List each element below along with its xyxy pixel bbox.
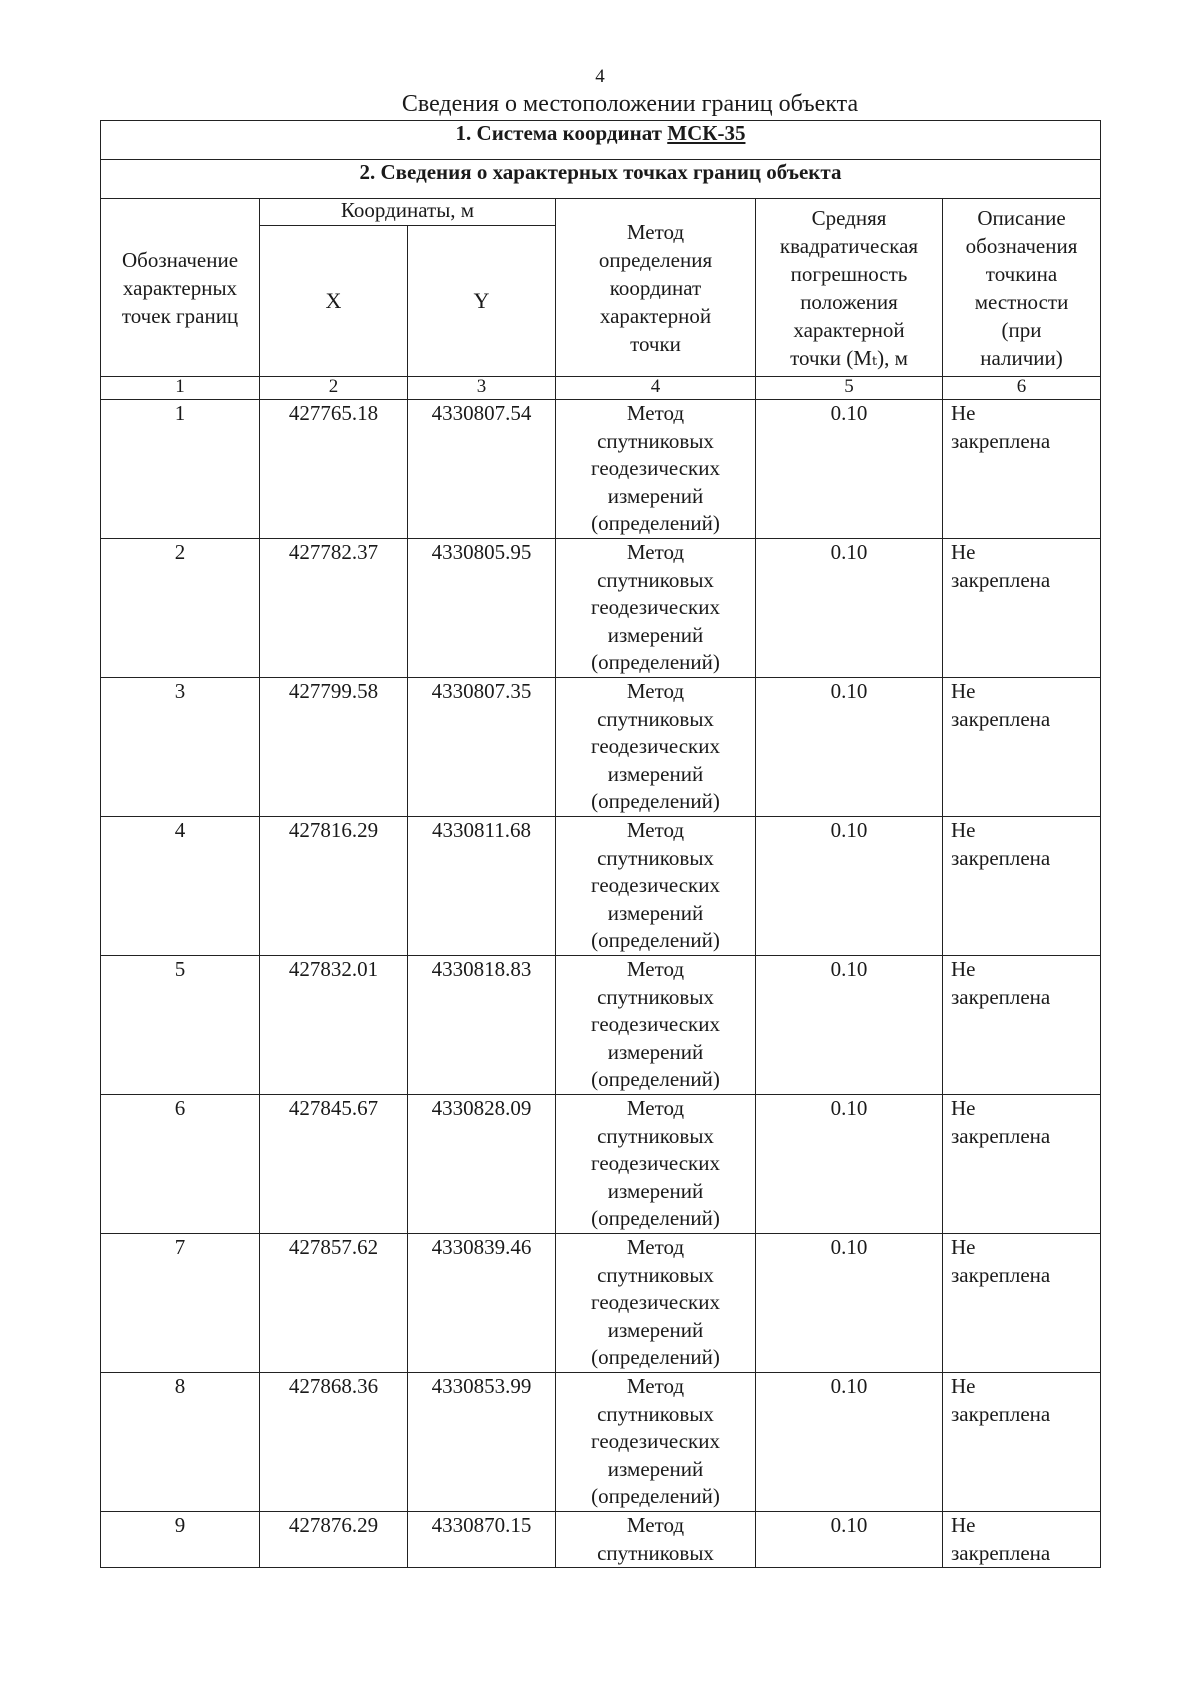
header-text-line: координат	[609, 275, 702, 300]
description-text-line: закреплена	[951, 845, 1051, 870]
description-text-line: закреплена	[951, 1123, 1051, 1148]
page-number: 4	[595, 66, 605, 87]
header-text-line: точки	[630, 331, 681, 356]
method-text-line: геодезических	[590, 1151, 720, 1175]
method-text-line: спутниковых	[597, 1401, 714, 1426]
method-text-line: Метод	[626, 1096, 685, 1120]
header-text-line: погрешность	[790, 261, 908, 286]
column-number: 1	[101, 377, 260, 400]
description-cell	[943, 1512, 1101, 1568]
header-row-1	[101, 199, 1101, 226]
description-text-line: закреплена	[951, 428, 1051, 453]
table-body	[101, 400, 1101, 1568]
description-text-line: Не	[951, 957, 976, 981]
method-text-line: измерений	[607, 483, 704, 508]
header-text-line: положения	[800, 289, 898, 314]
description-cell	[943, 1095, 1101, 1234]
y-coordinate-cell: 4330853.99	[408, 1373, 556, 1512]
description-cell	[943, 400, 1101, 539]
x-coordinate-cell: 427782.37	[260, 539, 408, 678]
method-cell	[556, 1512, 756, 1568]
coordinate-system-label: 1. Система координат	[455, 121, 668, 145]
method-text-line: Метод	[626, 679, 685, 703]
method-text-line: (определений)	[591, 1067, 720, 1091]
method-text-line: Метод	[626, 401, 685, 425]
method-text-line: спутниковых	[597, 428, 714, 453]
method-text-line: (определений)	[591, 1345, 720, 1369]
header-text-line: наличии)	[980, 345, 1063, 370]
method-cell	[556, 400, 756, 539]
header-text-line: Средняя	[811, 205, 887, 230]
method-text-line: Метод	[626, 1235, 685, 1259]
header-text-line: Обозначение	[121, 247, 239, 272]
point-number-cell: 9	[101, 1512, 260, 1568]
header-method	[556, 199, 756, 377]
method-text-line: измерений	[607, 622, 704, 647]
boundary-points-table	[100, 120, 1101, 1568]
header-text-line: обозначения	[965, 233, 1078, 258]
method-text-line: спутниковых	[597, 1262, 714, 1287]
header-text-line: Метод	[626, 219, 685, 244]
accuracy-cell: 0.10	[756, 1373, 943, 1512]
x-coordinate-cell: 427765.18	[260, 400, 408, 539]
y-coordinate-cell: 4330807.54	[408, 400, 556, 539]
column-number: 3	[408, 377, 556, 400]
method-text-line: геодезических	[590, 873, 720, 897]
header-text-line: характерной	[599, 303, 712, 328]
header-point-designation	[101, 199, 260, 377]
description-text-line: закреплена	[951, 567, 1051, 592]
accuracy-cell: 0.10	[756, 400, 943, 539]
description-text-line: закреплена	[951, 1262, 1051, 1287]
method-text-line: Метод	[626, 1374, 685, 1398]
header-description	[943, 199, 1101, 377]
method-text-line: Метод	[626, 818, 685, 842]
point-number-cell: 1	[101, 400, 260, 539]
point-number-cell: 8	[101, 1373, 260, 1512]
coordinate-system-cell	[101, 121, 1101, 160]
table-row	[101, 678, 1101, 817]
method-cell	[556, 678, 756, 817]
description-text-line: закреплена	[951, 1540, 1051, 1565]
header-text-line: местности	[974, 289, 1069, 314]
method-text-line: геодезических	[590, 1290, 720, 1314]
column-number: 6	[943, 377, 1101, 400]
header-text-line: характерной	[793, 317, 905, 342]
y-coordinate-cell: 4330807.35	[408, 678, 556, 817]
y-coordinate-cell: 4330870.15	[408, 1512, 556, 1568]
header-y: Y	[408, 226, 556, 377]
coordinate-system-name: МСК-35	[667, 121, 746, 145]
method-cell	[556, 1095, 756, 1234]
description-cell	[943, 1234, 1101, 1373]
point-number-cell: 4	[101, 817, 260, 956]
method-text-line: измерений	[607, 1456, 704, 1481]
x-coordinate-cell: 427845.67	[260, 1095, 408, 1234]
y-coordinate-cell: 4330818.83	[408, 956, 556, 1095]
accuracy-cell: 0.10	[756, 1095, 943, 1234]
method-cell	[556, 956, 756, 1095]
x-coordinate-cell: 427876.29	[260, 1512, 408, 1568]
y-coordinate-cell: 4330805.95	[408, 539, 556, 678]
points-section-row	[101, 160, 1101, 199]
description-text-line: Не	[951, 401, 976, 425]
description-text-line: Не	[951, 679, 976, 703]
header-text-line: точкина	[985, 261, 1058, 286]
point-number-cell: 7	[101, 1234, 260, 1373]
description-text-line: Не	[951, 1374, 976, 1398]
method-text-line: (определений)	[591, 1484, 720, 1508]
header-x: X	[260, 226, 408, 377]
column-number: 5	[756, 377, 943, 400]
accuracy-cell: 0.10	[756, 678, 943, 817]
method-text-line: спутниковых	[597, 1540, 714, 1565]
x-coordinate-cell: 427832.01	[260, 956, 408, 1095]
description-cell	[943, 1373, 1101, 1512]
method-text-line: измерений	[607, 900, 704, 925]
method-text-line: спутниковых	[597, 1123, 714, 1148]
method-cell	[556, 1373, 756, 1512]
y-coordinate-cell: 4330811.68	[408, 817, 556, 956]
method-text-line: геодезических	[590, 456, 720, 480]
x-coordinate-cell: 427868.36	[260, 1373, 408, 1512]
method-text-line: Метод	[626, 957, 685, 981]
header-text-line: квадратическая	[779, 233, 919, 258]
method-text-line: измерений	[607, 761, 704, 786]
description-text-line: закреплена	[951, 984, 1051, 1009]
point-number-cell: 6	[101, 1095, 260, 1234]
method-text-line: измерений	[607, 1039, 704, 1064]
description-cell	[943, 678, 1101, 817]
table-row	[101, 1373, 1101, 1512]
header-accuracy	[756, 199, 943, 377]
method-text-line: геодезических	[590, 1429, 720, 1453]
accuracy-cell: 0.10	[756, 1234, 943, 1373]
method-text-line: (определений)	[591, 928, 720, 952]
description-text-line: Не	[951, 540, 976, 564]
column-number: 2	[260, 377, 408, 400]
method-text-line: (определений)	[591, 650, 720, 674]
column-numbers-row	[101, 377, 1101, 400]
x-coordinate-cell: 427799.58	[260, 678, 408, 817]
method-text-line: Метод	[626, 540, 685, 564]
method-text-line: (определений)	[591, 1206, 720, 1230]
points-section-title: 2. Сведения о характерных точках границ объекта	[101, 160, 1101, 199]
header-text-line: точек границ	[121, 303, 239, 328]
column-number: 4	[556, 377, 756, 400]
header-text-line: Описание	[977, 205, 1066, 230]
method-text-line: геодезических	[590, 1012, 720, 1036]
accuracy-cell: 0.10	[756, 817, 943, 956]
point-number-cell: 2	[101, 539, 260, 678]
header-coordinates: Координаты, м	[260, 199, 556, 226]
header-text-line: точки (Mₜ), м	[790, 345, 908, 370]
table-row	[101, 1512, 1101, 1568]
table-row	[101, 539, 1101, 678]
method-text-line: измерений	[607, 1178, 704, 1203]
header-text-line: (при	[1001, 317, 1042, 342]
description-cell	[943, 539, 1101, 678]
accuracy-cell: 0.10	[756, 1512, 943, 1568]
x-coordinate-cell: 427816.29	[260, 817, 408, 956]
method-text-line: геодезических	[590, 595, 720, 619]
table-row	[101, 400, 1101, 539]
method-cell	[556, 539, 756, 678]
y-coordinate-cell: 4330828.09	[408, 1095, 556, 1234]
method-text-line: Метод	[626, 1513, 685, 1537]
method-text-line: (определений)	[591, 511, 720, 535]
method-text-line: спутниковых	[597, 567, 714, 592]
document-title: Сведения о местоположении границ объекта	[401, 91, 859, 117]
description-text-line: Не	[951, 1513, 976, 1537]
method-cell	[556, 817, 756, 956]
method-text-line: спутниковых	[597, 845, 714, 870]
description-cell	[943, 956, 1101, 1095]
table-row	[101, 1234, 1101, 1373]
accuracy-cell: 0.10	[756, 956, 943, 1095]
y-coordinate-cell: 4330839.46	[408, 1234, 556, 1373]
description-text-line: закреплена	[951, 1401, 1051, 1426]
method-text-line: спутниковых	[597, 984, 714, 1009]
header-text-line: определения	[598, 247, 713, 272]
header-text-line: характерных	[122, 275, 238, 300]
coordinate-system-row	[101, 121, 1101, 160]
method-text-line: спутниковых	[597, 706, 714, 731]
method-text-line: измерений	[607, 1317, 704, 1342]
method-text-line: геодезических	[590, 734, 720, 758]
method-text-line: (определений)	[591, 789, 720, 813]
description-text-line: Не	[951, 1235, 976, 1259]
description-text-line: Не	[951, 818, 976, 842]
accuracy-cell: 0.10	[756, 539, 943, 678]
point-number-cell: 5	[101, 956, 260, 1095]
description-cell	[943, 817, 1101, 956]
description-text-line: закреплена	[951, 706, 1051, 731]
table-row	[101, 817, 1101, 956]
x-coordinate-cell: 427857.62	[260, 1234, 408, 1373]
table-row	[101, 1095, 1101, 1234]
description-text-line: Не	[951, 1096, 976, 1120]
table-row	[101, 956, 1101, 1095]
method-cell	[556, 1234, 756, 1373]
point-number-cell: 3	[101, 678, 260, 817]
